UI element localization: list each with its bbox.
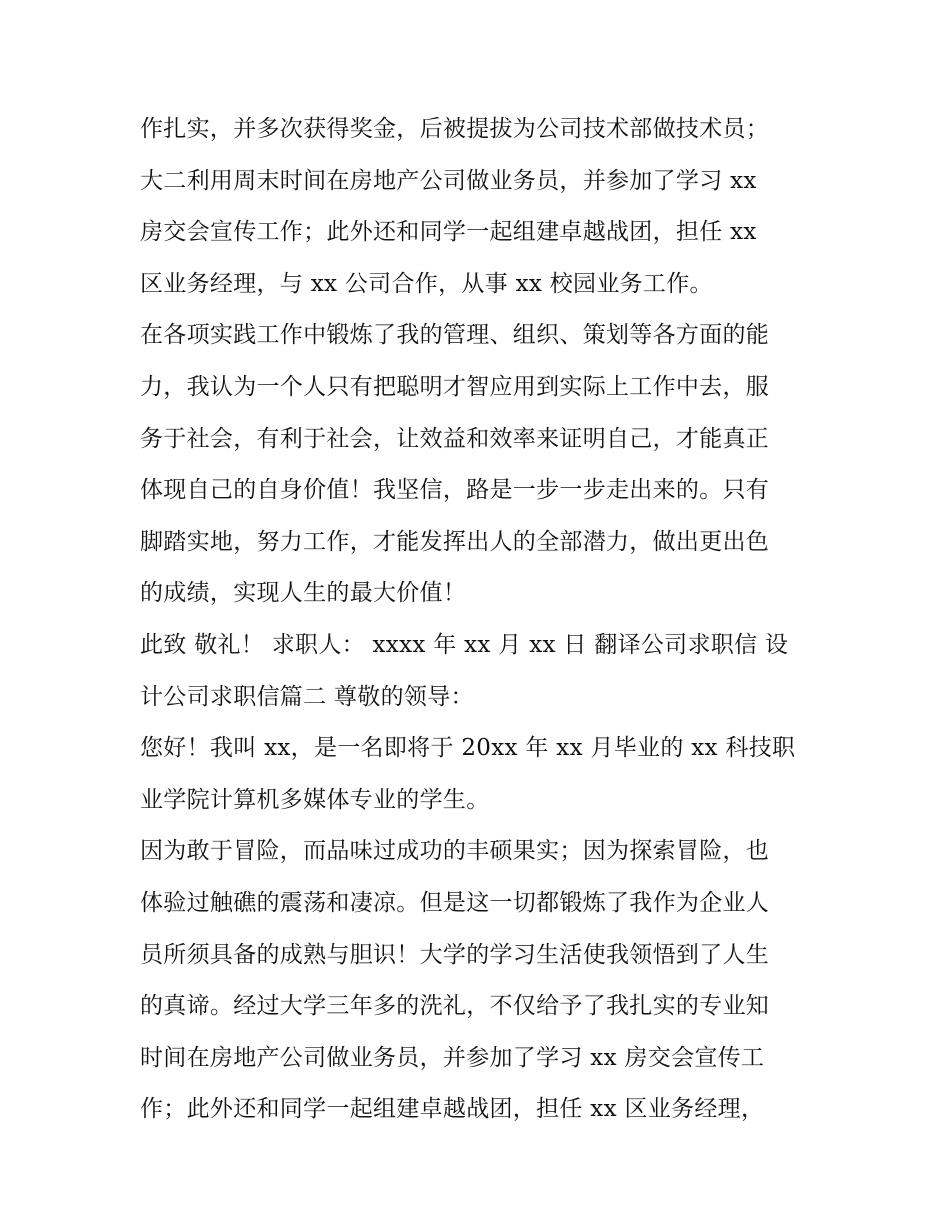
- text-line: 作扎实，并多次获得奖金，后被提拔为公司技术部做技术员；: [140, 116, 770, 142]
- text-line: 力，我认为一个人只有把聪明才智应用到实际上工作中去，服: [140, 373, 770, 400]
- text-line: 体现自己的自身价值！我坚信，路是一步一步走出来的。只有: [140, 477, 770, 504]
- text-line: 员所须具备的成熟与胆识！大学的学习生活使我领悟到了人生: [140, 941, 770, 968]
- text-line: 务于社会，有利于社会，让效益和效率来证明自己，才能真正: [140, 425, 770, 452]
- text-line: 您好！我叫 xx，是一名即将于 20xx 年 xx 月毕业的 xx 科技职: [140, 735, 796, 762]
- text-line: 脚踏实地，努力工作，才能发挥出人的全部潜力，做出更出色: [140, 528, 770, 555]
- text-line: 此致 敬礼！ 求职人： xxxx 年 xx 月 xx 日 翻译公司求职信 设: [140, 631, 789, 658]
- body-text: [140, 104, 820, 1136]
- text-line: 因为敢于冒险，而品味过成功的丰硕果实；因为探索冒险，也: [140, 838, 770, 865]
- text-line: 业学院计算机多媒体专业的学生。: [140, 786, 490, 813]
- text-line: 在各项实践工作中锻炼了我的管理、组织、策划等各方面的能: [140, 322, 770, 349]
- text-line: 计公司求职信篇二 尊敬的领导：: [140, 683, 474, 710]
- text-line: 的真谛。经过大学三年多的洗礼，不仅给予了我扎实的专业知: [140, 993, 770, 1020]
- text-line: 的成绩，实现人生的最大价值！: [140, 580, 467, 607]
- text-line: 大二利用周末时间在房地产公司做业务员，并参加了学习 xx: [140, 167, 757, 194]
- text-line: 时间在房地产公司做业务员，并参加了学习 xx 房交会宣传工: [140, 1044, 765, 1071]
- text-line: 作；此外还和同学一起组建卓越战团，担任 xx 区业务经理，: [140, 1096, 765, 1123]
- text-line: 房交会宣传工作；此外还和同学一起组建卓越战团，担任 xx: [140, 219, 757, 246]
- text-line: 体验过触礁的震荡和凄凉。但是这一切都锻炼了我作为企业人: [140, 889, 770, 916]
- text-line: 区业务经理，与 xx 公司合作，从事 xx 校园业务工作。: [140, 270, 713, 297]
